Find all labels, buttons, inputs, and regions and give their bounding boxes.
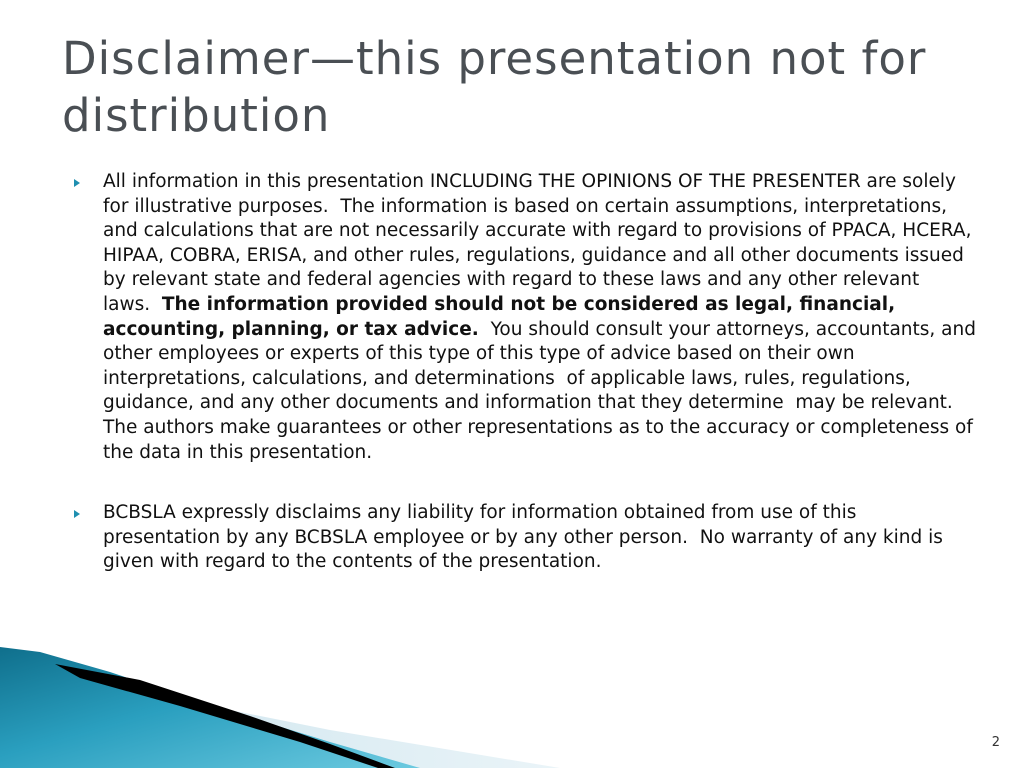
bullet-arrow-icon bbox=[74, 179, 80, 187]
bullet-item-disclaimer bbox=[72, 170, 977, 465]
bullet-text-liability: BCBSLA expressly disclaims any liability for information obtained from use of this presentation by any BCBSLA employee or by any other person. No warranty of any kind is given with regard to the contents of the presentation. bbox=[103, 502, 943, 573]
bullet-text-intro: All information in this presentation INCLUDING THE OPINIONS OF THE PRESENTER are solely for illustrative purposes. The information is based on certain assumptions, interpretations, and calculations that are not necessarily accurate with regard to provisions of PPACA, HCERA, HIPAA, COBRA, ERISA, and other rules, regulations, guidance and all other documents issued by relevant state and federal agencies with regard to these laws and any other relevant laws. bbox=[103, 171, 972, 315]
bullet-item-liability bbox=[72, 501, 977, 575]
pale-blue-stripe bbox=[0, 690, 560, 768]
bullet-list bbox=[72, 170, 977, 575]
slide-number: 2 bbox=[991, 735, 1000, 750]
black-stripe bbox=[55, 664, 395, 768]
bullet-text-bold-warning: The information provided should not be considered as legal, financial, accounting, planning, or tax advice. bbox=[103, 293, 896, 340]
blue-gradient-band bbox=[0, 647, 420, 768]
slide-title: Disclaimer—this presentation not for distribution bbox=[62, 32, 927, 142]
bullet-arrow-icon bbox=[74, 510, 80, 518]
bullet-text-advice: You should consult your attorneys, accountants, and other employees or experts of this type of this type of advice based on their own interpretations, calculations, and determinations of applicable laws, rules, regulations, guidance, and any other documents and information that they determine may be relevant. The authors make guarantees or other representations as to the accuracy or completeness of the data in this presentation. bbox=[103, 318, 976, 463]
